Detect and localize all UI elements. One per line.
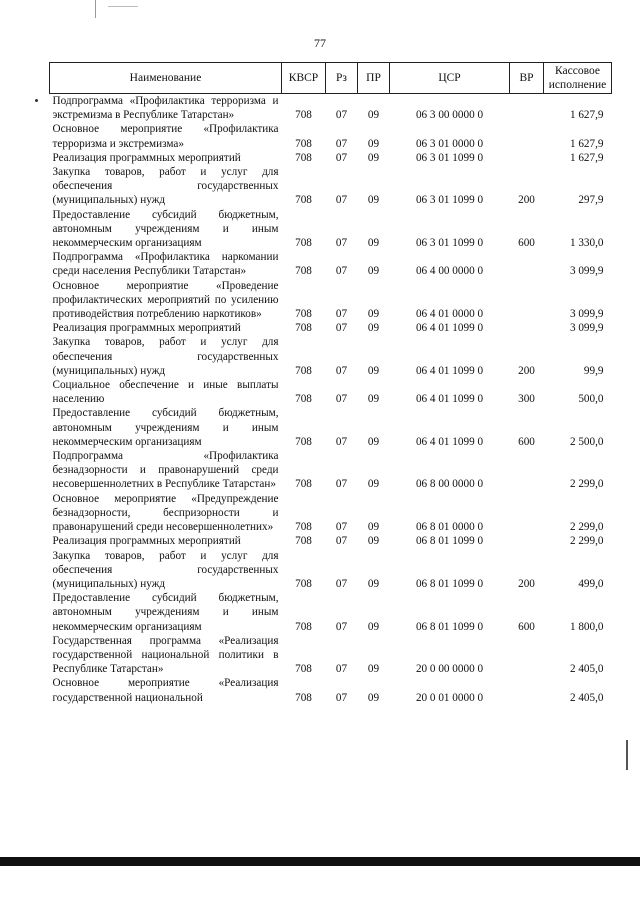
header-vr: ВР [510, 63, 544, 94]
cell-csr: 06 4 01 1099 0 [415, 435, 484, 448]
cell-csr: 20 0 01 0000 0 [415, 691, 484, 704]
cell-name: Подпрограмма «Профилактика безнадзорности и правонарушений среди несовершеннолетних в Республике Татарстан» [52, 450, 279, 491]
cell-vr: 600 [518, 620, 535, 633]
cell-name: Подпрограмма «Профилактика наркомании среди населения Республики Татарстан» [52, 251, 279, 278]
table-row [50, 208, 612, 251]
cell-name: Предоставление субсидий бюджетным, автономным учреждениям и иным некоммерческим организациям [52, 592, 279, 633]
cell-name: Закупка товаров, работ и услуг для обеспечения государственных (муниципальных) нужд [52, 549, 279, 590]
cell-csr: 06 3 00 0000 0 [415, 109, 484, 122]
header-pr: ПР [358, 63, 390, 94]
cell-rz: 07 [335, 521, 348, 534]
cell-rz: 07 [335, 577, 348, 590]
cell-csr: 06 4 01 1099 0 [415, 393, 484, 406]
cell-kvsr: 708 [295, 521, 312, 534]
cell-pr: 09 [367, 364, 380, 377]
cell-sum: 500,0 [578, 393, 604, 406]
cell-csr: 06 8 01 0000 0 [415, 521, 484, 534]
cell-pr: 09 [367, 308, 380, 321]
cell-csr: 06 3 01 0000 0 [415, 137, 484, 150]
cell-sum: 1 627,9 [569, 151, 604, 164]
budget-table [49, 62, 612, 705]
cell-pr: 09 [367, 137, 380, 150]
table-row [50, 634, 612, 677]
cell-name: Предоставление субсидий бюджетным, автономным учреждениям и иным некоммерческим организациям [52, 208, 279, 250]
cell-vr [510, 492, 544, 535]
cell-kvsr: 708 [295, 265, 312, 278]
table-row [50, 94, 612, 123]
cell-pr: 09 [367, 151, 380, 164]
table-row [50, 549, 612, 592]
table-row [50, 335, 612, 378]
table-row [50, 676, 612, 704]
cell-pr: 09 [367, 435, 380, 448]
cell-name: Закупка товаров, работ и услуг для обеспечения государственных (муниципальных) нужд [52, 166, 279, 207]
cell-rz: 07 [335, 109, 348, 122]
cell-name: Основное мероприятие «Реализация государственной национальной [52, 677, 279, 704]
header-rz: Рз [326, 63, 358, 94]
cell-rz: 07 [335, 435, 348, 448]
cell-vr: 200 [518, 364, 535, 377]
cell-csr: 06 8 01 1099 0 [415, 577, 484, 590]
header-kvsr: КВСР [282, 63, 326, 94]
cell-kvsr: 708 [295, 478, 312, 491]
cell-vr [510, 321, 544, 335]
cell-kvsr: 708 [295, 577, 312, 590]
cell-name: Реализация программных мероприятий [52, 535, 241, 548]
cell-pr: 09 [367, 194, 380, 207]
table-row [50, 534, 612, 548]
cell-csr: 20 0 00 0000 0 [415, 663, 484, 676]
cell-name: Социальное обеспечение и иные выплаты населению [52, 379, 279, 406]
cell-kvsr: 708 [295, 308, 312, 321]
scan-artifact-dot [35, 99, 38, 102]
table-row [50, 321, 612, 335]
header-sum: Кассовое исполнение [544, 63, 612, 94]
cell-kvsr: 708 [295, 151, 312, 164]
cell-csr: 06 4 01 1099 0 [415, 364, 484, 377]
cell-kvsr: 708 [295, 691, 312, 704]
table-header [50, 63, 612, 94]
cell-kvsr: 708 [295, 393, 312, 406]
cell-sum: 2 299,0 [569, 535, 604, 548]
scan-bottom-bar [0, 857, 640, 866]
table-row [50, 492, 612, 535]
cell-name: Государственная программа «Реализация государственной национальной политики в Республике Татарстан» [52, 634, 279, 676]
table-row [50, 151, 612, 165]
cell-sum: 1 627,9 [569, 137, 604, 150]
cell-csr: 06 3 01 1099 0 [415, 194, 484, 207]
page-number: 77 [314, 36, 326, 50]
cell-sum: 3 099,9 [569, 265, 604, 278]
table-row [50, 279, 612, 322]
cell-rz: 07 [335, 393, 348, 406]
cell-vr [510, 94, 544, 123]
budget-table-container [49, 62, 611, 705]
cell-vr [510, 122, 544, 150]
cell-sum: 2 299,0 [569, 478, 604, 491]
cell-sum: 499,0 [578, 577, 604, 590]
cell-vr [510, 250, 544, 278]
cell-pr: 09 [367, 393, 380, 406]
cell-kvsr: 708 [295, 435, 312, 448]
cell-csr: 06 4 01 1099 0 [415, 322, 484, 335]
cell-kvsr: 708 [295, 322, 312, 335]
cell-sum: 297,9 [578, 194, 604, 207]
cell-rz: 07 [335, 151, 348, 164]
cell-sum: 1 800,0 [569, 620, 604, 633]
cell-vr [510, 676, 544, 704]
cell-sum: 2 405,0 [569, 691, 604, 704]
cell-sum: 3 099,9 [569, 308, 604, 321]
cell-sum: 1 330,0 [569, 237, 604, 250]
cell-kvsr: 708 [295, 109, 312, 122]
cell-name: Реализация программных мероприятий [52, 151, 241, 164]
cell-csr: 06 8 00 0000 0 [415, 478, 484, 491]
cell-kvsr: 708 [295, 137, 312, 150]
cell-sum: 3 099,9 [569, 322, 604, 335]
cell-vr: 200 [518, 194, 535, 207]
table-body [50, 94, 612, 705]
cell-rz: 07 [335, 364, 348, 377]
cell-kvsr: 708 [295, 663, 312, 676]
cell-vr [510, 534, 544, 548]
cell-pr: 09 [367, 535, 380, 548]
cell-vr: 300 [518, 393, 535, 406]
cell-name: Основное мероприятие «Профилактика терроризма и экстремизма» [52, 123, 279, 150]
cell-csr: 06 3 01 1099 0 [415, 151, 484, 164]
cell-rz: 07 [335, 620, 348, 633]
cell-rz: 07 [335, 663, 348, 676]
cell-name: Предоставление субсидий бюджетным, автономным учреждениям и иным некоммерческим организациям [52, 407, 279, 448]
cell-kvsr: 708 [295, 364, 312, 377]
cell-vr: 600 [518, 237, 535, 250]
cell-kvsr: 708 [295, 194, 312, 207]
header-name: Наименование [50, 63, 282, 94]
cell-pr: 09 [367, 478, 380, 491]
cell-sum: 1 627,9 [569, 109, 604, 122]
scan-artifact-mark [95, 0, 96, 18]
cell-sum: 2 500,0 [569, 435, 604, 448]
cell-pr: 09 [367, 237, 380, 250]
cell-vr [510, 151, 544, 165]
cell-sum: 2 299,0 [569, 521, 604, 534]
cell-csr: 06 3 01 1099 0 [415, 237, 484, 250]
cell-pr: 09 [367, 620, 380, 633]
table-row [50, 449, 612, 492]
cell-csr: 06 4 00 0000 0 [415, 265, 484, 278]
cell-vr [510, 279, 544, 322]
scan-artifact-line [108, 6, 138, 7]
cell-name: Закупка товаров, работ и услуг для обеспечения государственных (муниципальных) нужд [52, 336, 279, 377]
cell-name: Основное мероприятие «Предупреждение безнадзорности, беспризорности и правонарушений среди несовершеннолетних» [52, 492, 279, 534]
cell-sum: 2 405,0 [569, 663, 604, 676]
cell-kvsr: 708 [295, 535, 312, 548]
cell-kvsr: 708 [295, 237, 312, 250]
cell-csr: 06 8 01 1099 0 [415, 620, 484, 633]
table-row [50, 250, 612, 278]
cell-vr: 200 [518, 577, 535, 590]
cell-name: Основное мероприятие «Проведение профилактических мероприятий по усилению противодействия потреблению наркотиков» [52, 279, 279, 321]
cell-pr: 09 [367, 691, 380, 704]
cell-vr [510, 449, 544, 492]
table-row [50, 406, 612, 449]
cell-pr: 09 [367, 521, 380, 534]
cell-pr: 09 [367, 109, 380, 122]
cell-pr: 09 [367, 322, 380, 335]
header-csr: ЦСР [390, 63, 510, 94]
cell-rz: 07 [335, 137, 348, 150]
scan-artifact-side [626, 740, 628, 770]
table-row [50, 122, 612, 150]
cell-name: Подпрограмма «Профилактика терроризма и экстремизма в Республике Татарстан» [52, 95, 279, 122]
table-row [50, 378, 612, 406]
cell-pr: 09 [367, 663, 380, 676]
cell-rz: 07 [335, 322, 348, 335]
cell-pr: 09 [367, 577, 380, 590]
cell-vr: 600 [518, 435, 535, 448]
cell-csr: 06 4 01 0000 0 [415, 308, 484, 321]
cell-pr: 09 [367, 265, 380, 278]
cell-rz: 07 [335, 194, 348, 207]
cell-vr [510, 634, 544, 677]
cell-rz: 07 [335, 535, 348, 548]
table-row [50, 165, 612, 208]
cell-sum: 99,9 [583, 364, 604, 377]
cell-rz: 07 [335, 478, 348, 491]
cell-rz: 07 [335, 237, 348, 250]
cell-rz: 07 [335, 308, 348, 321]
cell-csr: 06 8 01 1099 0 [415, 535, 484, 548]
cell-rz: 07 [335, 691, 348, 704]
cell-rz: 07 [335, 265, 348, 278]
cell-name: Реализация программных мероприятий [52, 322, 241, 335]
table-row [50, 591, 612, 634]
cell-kvsr: 708 [295, 620, 312, 633]
